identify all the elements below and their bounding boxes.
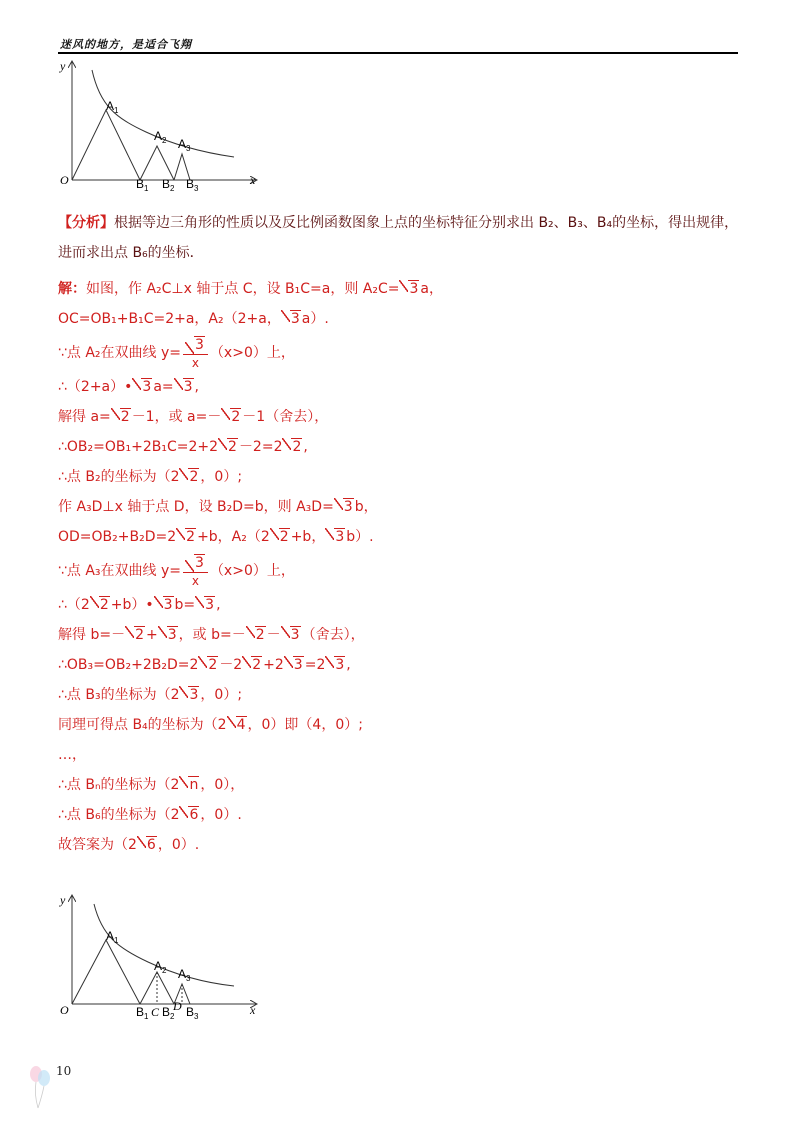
triangle-2 [140, 146, 174, 180]
solution-line-5: 解得 a= 2 －1，或 a=－ 2 －1（舍去）， [58, 402, 748, 432]
solution-line-17: ∴点 Bₙ的坐标为（2 n ，0）， [58, 770, 748, 800]
solution-line-19: 故答案为（2 6 ，0）. [58, 830, 748, 860]
solution-line-10: ∵点 A₃在双曲线 y= $\frac{3}{x}$ （x>0）上， [58, 554, 295, 588]
point-a1-label: $A_1$ [106, 929, 119, 945]
solution-line-11: ∴（2 2 +b）• 3 b= 3 , [58, 590, 748, 620]
solution-content [58, 208, 748, 860]
point-a3-label: $A_3$ [178, 967, 191, 983]
balloons-logo [28, 1064, 52, 1114]
solution-line-14: ∴点 B₃的坐标为（2 3 ，0）; [58, 680, 748, 710]
point-a2-label: $A_2$ [154, 129, 167, 145]
page-number: 10 [56, 1064, 72, 1078]
point-b3-label: $B_3$ [186, 1005, 199, 1021]
page-header [58, 38, 738, 54]
solution-line-2: OC=OB₁+B₁C=2+a，A₂（2+a， 3 a）. [58, 304, 748, 334]
x-label: x [250, 173, 256, 187]
solution-line-15: 同理可得点 B₄的坐标为（2 4 ，0）即（4，0）; [58, 710, 748, 740]
point-a1-label: $A_1$ [106, 99, 119, 115]
solution-line-13: ∴OB₃=OB₂+2B₂D=2 2 －2 2 +2 3 =2 3 , [58, 650, 748, 680]
figure-1 [56, 56, 266, 200]
figure-2-graph [56, 890, 266, 1030]
solution-line-4: ∴（2+a）• 3 a= 3 , [58, 372, 748, 402]
solution-line-9: OD=OB₂+B₂D=2 2 +b，A₂（2 2 +b， 3 b）. [58, 522, 748, 552]
figure-2 [56, 890, 266, 1034]
point-a2-label: $A_2$ [154, 959, 167, 975]
solution-line-8: 作 A₃D⊥x 轴于点 D，设 B₂D=b，则 A₃D= 3 b， [58, 492, 748, 522]
x-label: x [250, 1003, 256, 1017]
analysis-text: 根据等边三角形的性质以及反比例函数图象上点的坐标特征分别求出 B₂、B₃、B₄的坐标，得出规律，进而求出点 B₆的坐标． [58, 215, 739, 261]
point-b2-label: $B_2$ [162, 177, 175, 193]
triangle-1 [72, 940, 140, 1004]
origin-label: O [60, 1003, 69, 1017]
point-b3-label: $B_3$ [186, 177, 199, 193]
triangle-1 [72, 110, 140, 180]
solution-line-6: ∴OB₂=OB₁+2B₁C=2+2 2 －2=2 2 , [58, 432, 748, 462]
solution-line-18: ∴点 B₆的坐标为（2 6 ，0）. [58, 800, 748, 830]
point-b1-label: $B_1$ [136, 177, 149, 193]
point-c-label: C [151, 1005, 160, 1019]
point-d-label: D [173, 999, 182, 1013]
y-label: y [60, 893, 66, 907]
analysis-paragraph [58, 208, 748, 268]
y-label: y [60, 59, 66, 73]
figure-1-graph [56, 56, 266, 196]
solution-line-1: 解：如图，作 A₂C⊥x 轴于点 C，设 B₁C=a，则 A₂C= 3 a， [58, 274, 748, 304]
origin-label: O [60, 173, 69, 187]
solution-line-12: 解得 b=－ 2 + 3 ，或 b=－ 2 － 3 （舍去）， [58, 620, 748, 650]
solution-line-16: …， [58, 747, 86, 763]
solution-line-3: ∵点 A₂在双曲线 y= $\frac{3}{x}$ （x>0）上， [58, 336, 295, 370]
solution-line-7: ∴点 B₂的坐标为（2 2 ，0）; [58, 462, 748, 492]
point-b1-label: $B_1$ [136, 1005, 149, 1021]
header-motto: 迷风的地方，是适合飞翔 [60, 38, 192, 51]
analysis-tag: 【分析】 [58, 215, 114, 231]
point-a3-label: $A_3$ [178, 137, 191, 153]
point-b2-label: $B_2$ [162, 1005, 175, 1021]
